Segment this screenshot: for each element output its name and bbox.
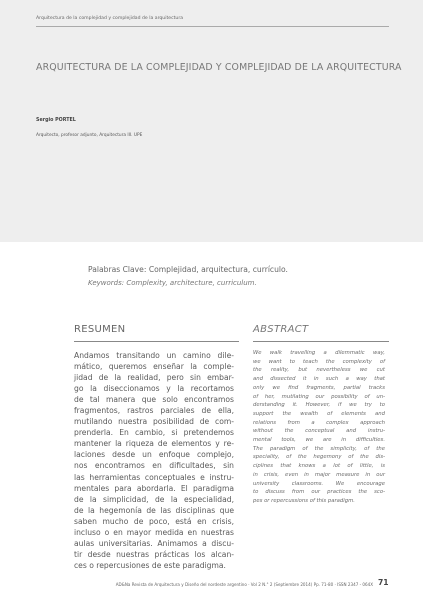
page-number: 71 — [378, 578, 389, 587]
abstract-line: mental tools, we are in difficulties. — [253, 437, 385, 444]
abstract-divider — [253, 341, 389, 342]
keywords-spanish: Palabras Clave: Complejidad, arquitectura, currículo. — [88, 265, 288, 274]
abstract-line: in crisis, even in major measure in our — [253, 471, 385, 478]
resumen-line: de tal manera que solo encontramos — [74, 395, 234, 405]
running-head: Arquitectura de la complejidad y complejidad de la arquitectura — [36, 16, 184, 21]
resumen-heading: RESUMEN — [74, 324, 126, 335]
footer-citation: AD&Na Revista de Arquitectura y Diseño del nordeste argentino · Vol 2 N.° 2 (Septiembre 2014) Pp. 71-80 · ISSN 2347 - 064X — [115, 582, 373, 587]
abstract-body — [253, 349, 385, 506]
resumen-line: nos encontramos en dificultades, sin — [74, 461, 234, 471]
header-divider — [36, 26, 389, 27]
abstract-line: and dissected it in such a way that — [253, 376, 385, 383]
abstract-line: The paradigm of the simplicity, of the — [253, 445, 385, 452]
abstract-line: without the conceptual and instru- — [253, 428, 385, 435]
abstract-line: pes or repercussions of this paradigm. — [253, 497, 355, 504]
abstract-line: relations from a complex approach — [253, 419, 385, 426]
resumen-line: laciones desde un enfoque complejo, — [74, 450, 234, 460]
resumen-line: Andamos transitando un camino dile- — [74, 351, 234, 360]
abstract-line: we want to teach the complexity of — [253, 358, 385, 365]
abstract-line: only we find fragments, partial tracks — [253, 384, 385, 391]
resumen-line: prenderla. En cambio, si pretendemos — [74, 428, 234, 438]
resumen-line: tir desde nuestras prácticas los alcan- — [74, 549, 234, 559]
resumen-line: mutilando nuestra posibilidad de com- — [74, 417, 234, 427]
abstract-line: speciality, of the hegemony of the dis- — [253, 454, 385, 461]
resumen-line: jidad de la realidad, pero sin embar- — [74, 373, 234, 383]
resumen-line: saben mucho de poco, está en crisis, — [74, 516, 234, 526]
keywords-english: Keywords: Complexity, architecture, curriculum. — [88, 279, 257, 287]
resumen-line: de la hegemonía de las disciplinas que — [74, 505, 234, 515]
resumen-line: ces o repercusiones de este paradigma. — [74, 560, 226, 570]
resumen-line: incluso o en mayor medida en nuestras — [74, 527, 234, 537]
abstract-line: the reality, but nevertheless we cut — [253, 367, 385, 374]
article-title: ARQUITECTURA DE LA COMPLEJIDAD Y COMPLEJIDAD DE LA ARQUITECTURA — [36, 62, 402, 74]
abstract-line: We walk travelling a dilemmatic way, — [253, 350, 385, 356]
page-footer — [0, 576, 423, 600]
resumen-line: mático, queremos enseñar la comple- — [74, 362, 234, 372]
abstract-line: of her, mutilating our possibility of un- — [253, 393, 385, 400]
resumen-line: fragmentos, rastros parciales de ella, — [74, 406, 234, 416]
resumen-divider — [74, 341, 239, 342]
author-name: Sergio PORTEL — [36, 118, 76, 123]
abstract-line: derstanding it. However, if we try to — [253, 402, 385, 409]
resumen-line: mantener la riqueza de elementos y re- — [74, 439, 234, 449]
resumen-body — [74, 350, 234, 571]
author-affiliation: Arquitecto, profesor adjunto, Arquitectura III. UPE — [36, 133, 143, 138]
resumen-line: mentales para abordarla. El paradigma — [74, 483, 234, 493]
abstract-line: ciplines that knows a lot of little, is — [253, 463, 385, 470]
resumen-line: las herramientas conceptuales e instru- — [74, 472, 234, 482]
abstract-line: support the wealth of elements and — [253, 410, 385, 417]
abstract-heading: ABSTRACT — [253, 324, 309, 335]
resumen-line: go la diseccionamos y la recortamos — [74, 384, 234, 394]
resumen-line: aulas universitarias. Animamos a discu- — [74, 538, 234, 548]
resumen-line: de la simplicidad, de la especialidad, — [74, 494, 234, 504]
abstract-line: to discuss from our practices the sco- — [253, 489, 385, 496]
abstract-line: university classrooms. We encourage — [253, 480, 385, 487]
